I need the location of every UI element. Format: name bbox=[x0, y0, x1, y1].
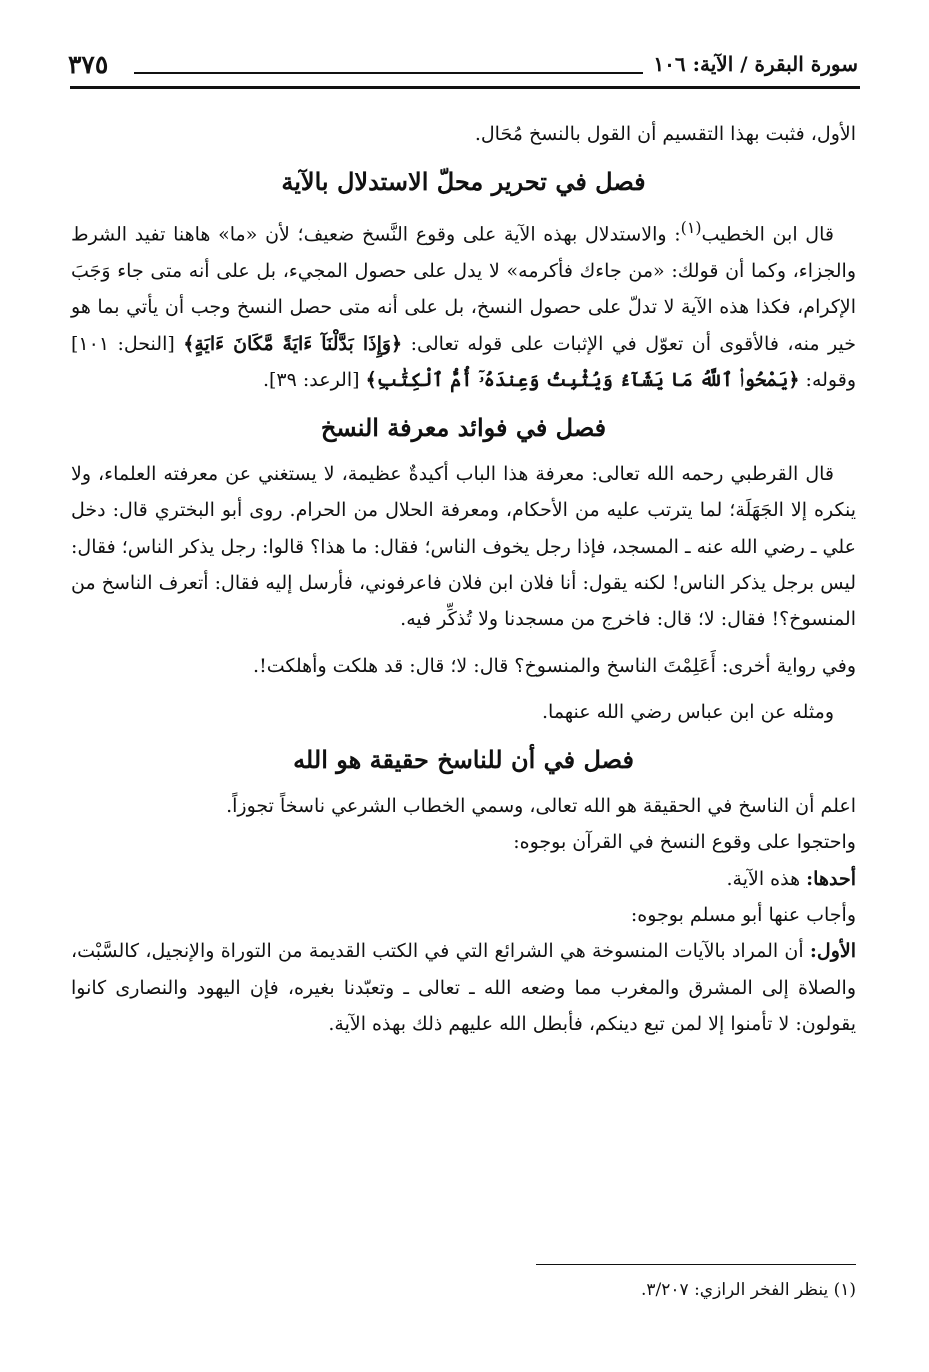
paragraph: وأجاب عنها أبو مسلم بوجوه: bbox=[630, 904, 856, 927]
paragraph: اعلم أن الناسخ في الحقيقة هو الله تعالى، وسمي الخطاب الشرعي ناسخاً تجوزاً. bbox=[226, 795, 856, 818]
paragraph-text: هذه الآية. bbox=[726, 867, 801, 890]
paragraph: وفي رواية أخرى: أَعَلِمْتَ الناسخ والمنسوخ؟ قال: لا؛ قال: قد هلكت وأهلكت!. bbox=[253, 654, 856, 677]
paragraph: قال القرطبي رحمه الله تعالى: معرفة هذا الباب أكيدةٌ عظيمة، لا يستغني عن معرفته العلماء، ولا ينكره إلا الجَهَلَة؛ لما يترتب عليه من الأحكام، ومعرفة الحلال من الحرام. روى أبو البختري قال: دخل علي ـ رضي الله عنه ـ المسجد، فإذا رجل يخوف الناس؛ فقال: ما هذا؟ قالوا: رجل يذكر الناس؛ فقال: ليس برجل يذكر الناس! لكنه يقول: أنا فلان ابن فلان فاعرفوني، فأرسل إليه فقال: أتعرف الناسخ من المنسوخ؟! فقال: لا؛ قال: فاخرج من مسجدنا ولا تُذكِّر فيه. bbox=[71, 463, 856, 631]
section-heading: فصل في تحرير محلّ الاستدلال بالآية bbox=[281, 167, 646, 197]
paragraph bbox=[71, 933, 856, 1042]
section-heading: فصل في فوائد معرفة النسخ bbox=[320, 413, 607, 443]
paragraph: ومثله عن ابن عباس رضي الله عنهما. bbox=[541, 700, 834, 723]
paragraph-text: قال ابن الخطيب bbox=[701, 223, 834, 246]
item-label: أحدها: bbox=[806, 867, 856, 890]
quran-verse: ﴿وَإِذَا بَدَّلْنَآ ءَايَةً مَّكَانَ ءَايَةٍ﴾ bbox=[183, 332, 403, 355]
verse-reference: [النحل: ١٠١] وقوله: bbox=[71, 332, 856, 391]
page-number: ٣٧٥ bbox=[68, 50, 109, 79]
verse-reference: [الرعد: ٣٩]. bbox=[262, 368, 360, 391]
header-rule bbox=[70, 86, 860, 89]
footnote-rule bbox=[536, 1264, 856, 1265]
paragraph-text: : والاستدلال بهذه الآية على وقوع النَّسخ ضعيف؛ لأن «ما» هاهنا تفيد الشرط والجزاء، وكما أن قولك: «من جاءك فأكرمه» لا يدل على حصول المجيء، بل على أنه متى جاء وَجَبَ الإكرام، فكذا هذه الآية لا تدلّ على حصول النسخ، بل على أنه متى حصل النسخ وجب أن يأتي بما هو خير منه، فالأقوى أن تعوّل في الإثبات على قوله تعالى: bbox=[71, 223, 857, 355]
paragraph bbox=[71, 861, 856, 897]
item-label: الأول: bbox=[809, 940, 856, 963]
running-header bbox=[68, 50, 858, 84]
paragraph: واحتجوا على وقوع النسخ في القرآن بوجوه: bbox=[513, 831, 856, 854]
header-leader-line bbox=[134, 72, 643, 74]
footnote: (١) ينظر الفخر الرازي: ٣/٢٠٧. bbox=[641, 1280, 856, 1300]
section-heading: فصل في أن للناسخ حقيقة هو الله bbox=[293, 745, 634, 775]
paragraph-text: أن المراد بالآيات المنسوخة هي الشرائع التي في الكتب القديمة من التوراة والإنجيل، كالسَّبْت، والصلاة إلى المشرق والمغرب مما وضعه الله ـ تعالى ـ وتعبّدنا بغيره، فإن اليهود والنصارى كانوا يقولون: لا تأمنوا إلا لمن تبع دينكم، فأبطل الله عليهم ذلك بهذه الآية. bbox=[71, 940, 856, 1035]
paragraph bbox=[71, 210, 856, 398]
page-body bbox=[71, 116, 856, 1042]
paragraph: الأول، فثبت بهذا التقسيم أن القول بالنسخ مُحَال. bbox=[474, 123, 856, 145]
footnote-marker: (١) bbox=[680, 218, 702, 238]
running-header-title: سورة البقرة / الآية: ١٠٦ bbox=[653, 52, 858, 76]
quran-verse: ﴿يَمْحُوا۟ ٱللَّهُ مَا يَشَآءُ وَيُثْبِتُ وَعِندَهُۥٓ أُمُّ ٱلْكِتَٰبِ﴾ bbox=[365, 368, 800, 391]
